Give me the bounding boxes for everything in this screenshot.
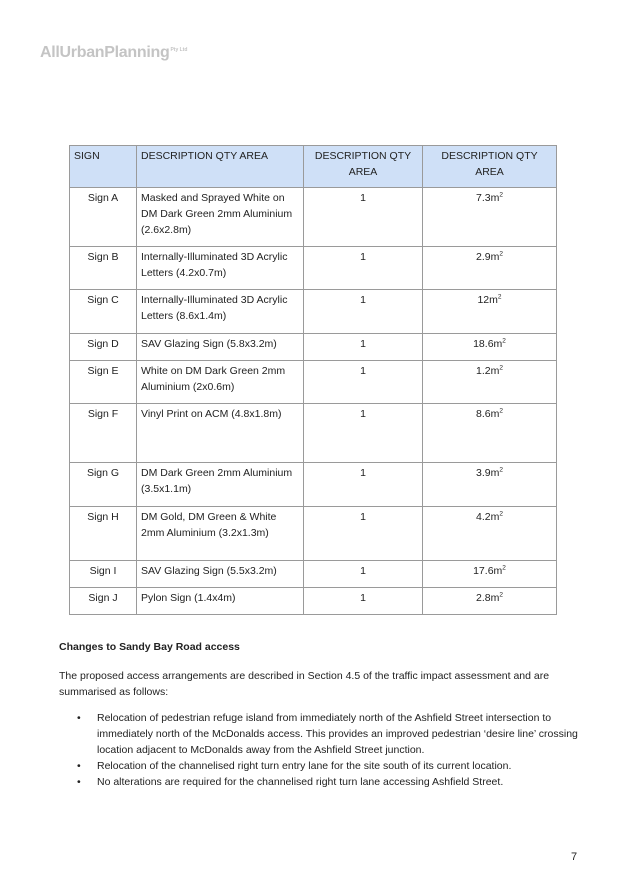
table-row — [70, 188, 557, 247]
bullet-icon: • — [77, 760, 81, 772]
sign-cell: Sign E — [70, 361, 137, 404]
sign-cell: Sign J — [70, 588, 137, 615]
description-cell: DM Gold, DM Green & White 2mm Aluminium (3.2x1.3m) — [137, 507, 304, 561]
list-item: • No alterations are required for the channelised right turn lane accessing Ashfield Street. — [77, 776, 504, 788]
section-paragraph: The proposed access arrangements are described in Section 4.5 of the traffic impact assessment and are summarised as follows: — [59, 670, 550, 698]
table-row — [70, 334, 557, 361]
table-row — [70, 247, 557, 290]
sign-cell: Sign I — [70, 561, 137, 588]
bullet-icon: • — [77, 776, 81, 788]
description-cell: Vinyl Print on ACM (4.8x1.8m) — [137, 404, 304, 463]
area-cell: $17.6m^2$ — [423, 561, 557, 588]
page-number: 7 — [571, 851, 578, 863]
quantity-cell: 1 — [304, 188, 423, 247]
description-cell: DM Dark Green 2mm Aluminium (3.5x1.1m) — [137, 463, 304, 507]
sign-cell: Sign F — [70, 404, 137, 463]
description-cell: Internally-Illuminated 3D Acrylic Letters (4.2x0.7m) — [137, 247, 304, 290]
area-cell: $18.6m^2$ — [423, 334, 557, 361]
quantity-cell: 1 — [304, 404, 423, 463]
table-row — [70, 463, 557, 507]
table-row — [70, 561, 557, 588]
sign-cell: Sign H — [70, 507, 137, 561]
table-header-row — [70, 146, 557, 188]
column-header-area: DESCRIPTION QTY AREA — [423, 146, 557, 188]
bullet-list — [59, 710, 579, 790]
quantity-cell: 1 — [304, 290, 423, 334]
table-row — [70, 588, 557, 615]
description-cell: SAV Glazing Sign (5.8x3.2m) — [137, 334, 304, 361]
bullet-icon: • — [77, 712, 81, 724]
quantity-cell: 1 — [304, 361, 423, 404]
quantity-cell: 1 — [304, 247, 423, 290]
sign-cell: Sign A — [70, 188, 137, 247]
table-row — [70, 507, 557, 561]
description-cell: Pylon Sign (1.4x4m) — [137, 588, 304, 615]
area-cell: $12m^2$ — [423, 290, 557, 334]
quantity-cell: 1 — [304, 561, 423, 588]
sign-cell: Sign C — [70, 290, 137, 334]
table-row — [70, 404, 557, 463]
area-cell: $7.3m^2$ — [423, 188, 557, 247]
table-row — [70, 361, 557, 404]
description-cell: Masked and Sprayed White on DM Dark Green 2mm Aluminium (2.6x2.8m) — [137, 188, 304, 247]
area-cell: $3.9m^2$ — [423, 463, 557, 507]
column-header-description: DESCRIPTION QTY AREA — [137, 146, 304, 188]
quantity-cell: 1 — [304, 463, 423, 507]
area-cell: $2.8m^2$ — [423, 588, 557, 615]
description-cell: White on DM Dark Green 2mm Aluminium (2x0.6m) — [137, 361, 304, 404]
area-cell: $4.2m^2$ — [423, 507, 557, 561]
description-cell: SAV Glazing Sign (5.5x3.2m) — [137, 561, 304, 588]
column-header-quantity: DESCRIPTION QTY AREA — [304, 146, 423, 188]
company-logo: AllUrbanPlanning$^{Pty Ltd}$ — [40, 44, 188, 61]
area-cell: $2.9m^2$ — [423, 247, 557, 290]
description-cell: Internally-Illuminated 3D Acrylic Letters (8.6x1.4m) — [137, 290, 304, 334]
list-item: • Relocation of pedestrian refuge island from immediately north of the Ashfield Street intersection to immediately north of the McDonalds access. This provides an improved pedestrian ‘desire line’ crossing location adjacent to McDonalds away from the Ashfield Street junction. — [77, 712, 578, 756]
signage-table — [69, 145, 557, 615]
quantity-cell: 1 — [304, 507, 423, 561]
quantity-cell: 1 — [304, 588, 423, 615]
section-heading: Changes to Sandy Bay Road access — [59, 641, 240, 653]
sign-cell: Sign D — [70, 334, 137, 361]
area-cell: $8.6m^2$ — [423, 404, 557, 463]
area-cell: $1.2m^2$ — [423, 361, 557, 404]
table-row — [70, 290, 557, 334]
sign-cell: Sign G — [70, 463, 137, 507]
quantity-cell: 1 — [304, 334, 423, 361]
column-header-sign: SIGN — [70, 146, 137, 188]
list-item: • Relocation of the channelised right turn entry lane for the site south of its current location. — [77, 760, 512, 772]
sign-cell: Sign B — [70, 247, 137, 290]
